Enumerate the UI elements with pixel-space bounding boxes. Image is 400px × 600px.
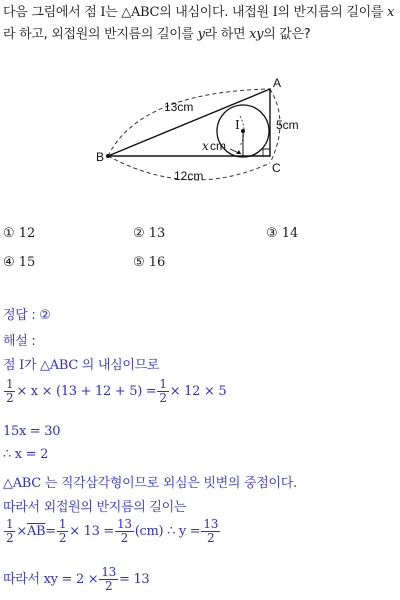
- q-var-xy: xy: [249, 27, 264, 42]
- solution-line-1: [3, 354, 159, 373]
- text: △: [3, 476, 13, 491]
- text: 점: [3, 358, 20, 373]
- q-part: 의 값은?: [263, 27, 311, 42]
- solution-line-5: [3, 472, 297, 491]
- expr: × x × (13 + 12 + 5) =: [16, 384, 157, 399]
- triangle-figure: [80, 70, 310, 190]
- numerator: 13: [203, 517, 219, 531]
- solution-line-7: [3, 518, 221, 545]
- q-var-x: x: [387, 5, 395, 20]
- label-B: B: [96, 150, 105, 164]
- denominator: 2: [120, 531, 129, 545]
- triangle-name: ABC: [12, 476, 41, 491]
- expr: = 13: [119, 572, 150, 587]
- solution-heading: 해설 :: [3, 334, 36, 349]
- denominator: 2: [6, 391, 14, 405]
- q-part: 다음 그림에서 점: [3, 5, 101, 20]
- fraction-13-2: [201, 518, 220, 545]
- denominator: 2: [105, 579, 113, 593]
- label-side-ab: 13cm: [164, 100, 194, 114]
- fraction-half: [57, 518, 68, 545]
- right-angle-mark: [263, 149, 270, 156]
- solution-line-2: [3, 378, 226, 405]
- times: ×: [16, 524, 27, 539]
- label-x-unit: cm: [210, 139, 226, 153]
- point-I: I: [19, 358, 24, 373]
- choice-2[interactable]: ② 13: [133, 226, 166, 241]
- text: 가 △: [23, 358, 50, 373]
- expr: × 13 =: [69, 524, 115, 539]
- denominator: 2: [159, 391, 167, 405]
- numerator: 13: [101, 565, 117, 579]
- choice-5[interactable]: ⑤ 16: [133, 255, 166, 270]
- q-triangle-abc: ABC: [130, 5, 160, 20]
- choice-4[interactable]: ④ 15: [3, 255, 36, 270]
- fraction-half: [157, 378, 168, 405]
- solution-line-3: 15x = 30: [3, 424, 61, 439]
- q-point-I: I: [100, 5, 106, 20]
- label-C: C: [272, 161, 281, 175]
- fraction-half: [4, 518, 15, 545]
- label-x-var: x: [202, 139, 209, 153]
- triangle-name: ABC: [49, 358, 78, 373]
- solution-line-8: [3, 566, 149, 593]
- label-side-bc: 12cm: [174, 169, 204, 183]
- q-part: 의 내심이다. 내접원: [159, 5, 273, 20]
- expr: × 12 × 5: [169, 384, 227, 399]
- label-side-ac: 5cm: [276, 118, 299, 132]
- text: 의 내심이므로: [77, 358, 160, 373]
- label-I: I: [235, 118, 240, 132]
- fraction-13-2: [115, 518, 134, 545]
- segment-ab: $\overline{AB}$: [26, 524, 46, 539]
- numerator: 1: [58, 517, 67, 531]
- q-part: 라 하고, 외접원의 반지름의 길이를: [3, 27, 198, 42]
- q-part: 는 △: [105, 5, 131, 20]
- q-var-y: y: [197, 27, 205, 42]
- denominator: 2: [6, 531, 14, 545]
- vertex-b-dot: [106, 154, 110, 158]
- denominator: 2: [58, 531, 67, 545]
- solution-line-6: 따라서 외접원의 반지름의 길이는: [3, 500, 187, 515]
- q-part: 라 하면: [204, 27, 250, 42]
- expr: (cm) ∴ y =: [134, 524, 201, 539]
- text: 는 직각삼각형이므로 외심은 빗변의 중점이다.: [40, 476, 297, 491]
- fraction-half: [4, 378, 15, 405]
- numerator: 1: [6, 377, 14, 391]
- question-text: [3, 2, 397, 46]
- numerator: 1: [6, 517, 14, 531]
- fraction-13-2: [99, 566, 118, 593]
- q-part: 의 반지름의 길이를: [277, 5, 387, 20]
- equals: =: [45, 524, 56, 539]
- choice-3[interactable]: ③ 14: [266, 226, 299, 241]
- text: 따라서: [3, 572, 44, 587]
- denominator: 2: [207, 531, 215, 545]
- answer-line: 정답 : ②: [3, 308, 51, 323]
- numerator: 13: [117, 517, 132, 531]
- solution-line-4: ∴ x = 2: [3, 447, 49, 462]
- numerator: 1: [159, 377, 167, 391]
- q-point-I: I: [272, 5, 278, 20]
- choice-1[interactable]: ① 12: [3, 226, 36, 241]
- label-A: A: [273, 76, 282, 90]
- expr: xy = 2 ×: [43, 572, 99, 587]
